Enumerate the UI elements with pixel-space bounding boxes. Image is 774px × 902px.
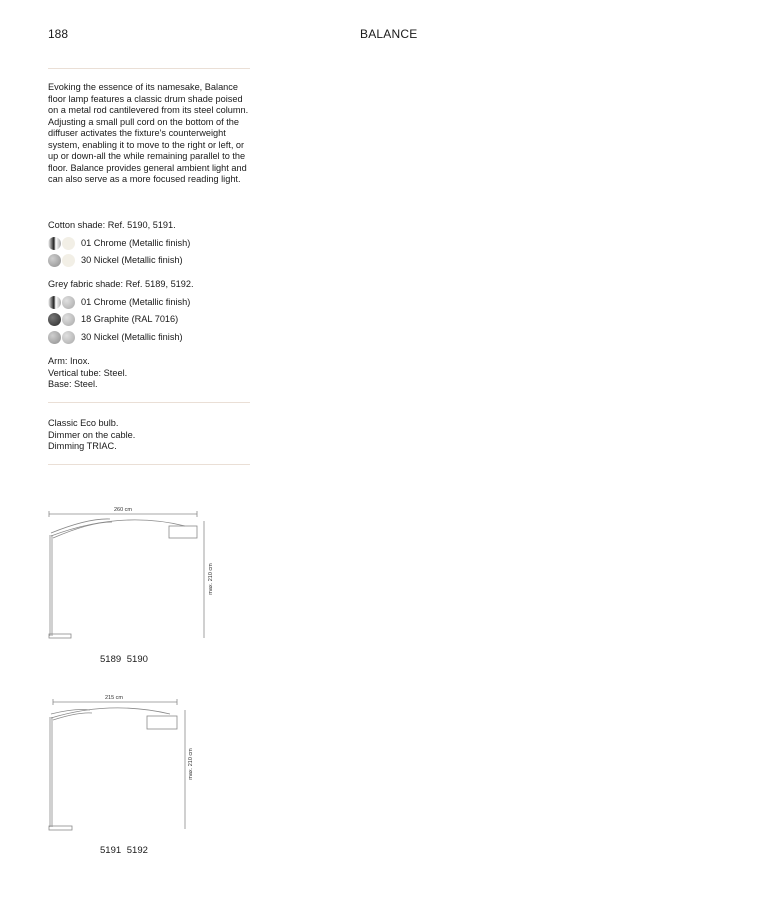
height-label: max. 210 cm: [208, 563, 214, 595]
collection-title: BALANCE: [360, 27, 418, 41]
width-label: 215 cm: [104, 695, 124, 701]
arm-material: Arm: Inox.: [48, 356, 90, 366]
tube-material: Vertical tube: Steel.: [48, 367, 128, 378]
dimmer-info: Dimmer on the cable.: [48, 429, 136, 440]
model-refs: 5189 5190: [100, 654, 148, 665]
height-label: max. 210 cm: [188, 748, 194, 780]
cotton-shade-title: Cotton shade: Ref. 5190, 5191.: [48, 220, 176, 230]
width-label: 260 cm: [113, 507, 133, 513]
description: Evoking the essence of its namesake, Balance floor lamp features a classic drum shade poised on a metal rod cantilevered from its steel column. Adjusting a small pull cord on the bottom of the diffuser activates the fixture's counterweight system, enabling it to move to the right or left, or up or down-all the while remaining parallel to the floor. Balance provides general ambient light and can also serve as a more focused reading light.: [48, 82, 249, 184]
finish-label: 01 Chrome (Metallic finish): [81, 296, 191, 307]
bulb-type: Classic Eco bulb.: [48, 418, 119, 428]
dimming-type: Dimming TRIAC.: [48, 441, 117, 451]
page-number: 188: [48, 27, 69, 41]
base-material: Base: Steel.: [48, 379, 98, 389]
finish-label: 30 Nickel (Metallic finish): [81, 255, 183, 265]
grey-shade-title: Grey fabric shade: Ref. 5189, 5192.: [48, 279, 194, 289]
finish-label: 18 Graphite (RAL 7016): [81, 314, 179, 324]
finish-label: 01 Chrome (Metallic finish): [81, 237, 191, 248]
finish-label: 30 Nickel (Metallic finish): [81, 331, 183, 342]
model-refs: 5191 5192: [100, 845, 148, 856]
